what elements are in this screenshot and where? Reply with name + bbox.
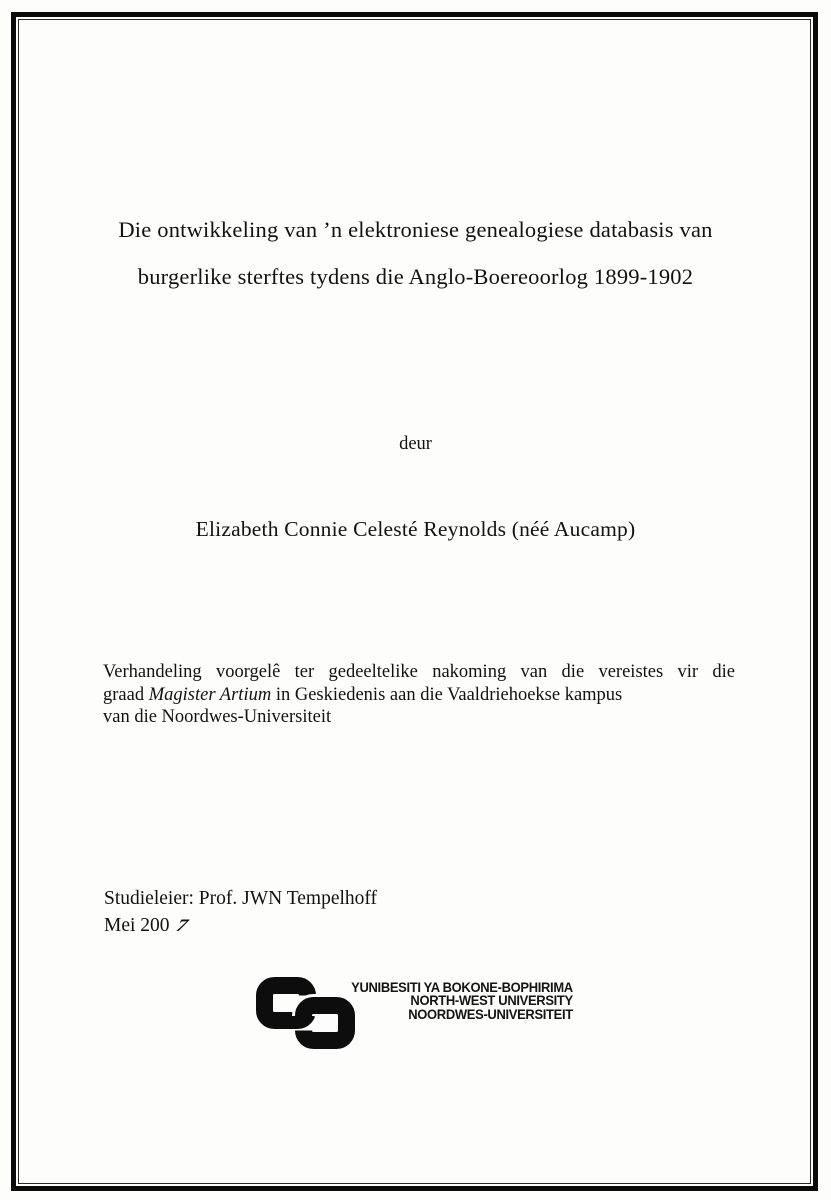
submission-line1: Verhandeling voorgelê ter gedeeltelike nakoming van die vereistes vir die xyxy=(103,662,735,682)
submission-line2 xyxy=(103,684,735,707)
date-line xyxy=(104,912,377,939)
submission-line2-pre: graad xyxy=(103,684,149,705)
supervisor-line: Studieleier: Prof. JWN Tempelhoff xyxy=(104,888,378,909)
logo-text-setswana: YUNIBESITI YA BOKONE-BOPHIRIMA xyxy=(351,980,573,995)
thesis-title-line2: burgerlike sterftes tydens die Anglo-Boereoorlog 1899-1902 xyxy=(137,264,694,289)
thesis-title xyxy=(40,206,791,300)
byline-label: deur xyxy=(399,434,432,454)
date-last-digit: 7 xyxy=(171,916,192,936)
supervisor-block xyxy=(104,885,377,939)
author-name: Elizabeth Connie Celesté Reynolds (néé Aucamp) xyxy=(195,517,636,541)
university-logo-text xyxy=(351,981,573,1021)
logo-text-afrikaans: NOORDWES-UNIVERSITEIT xyxy=(408,1006,573,1022)
logo-text-english: NORTH-WEST UNIVERSITY xyxy=(410,993,573,1009)
thesis-title-line1: Die ontwikkeling van ’n elektroniese genealogiese databasis van xyxy=(118,217,713,242)
date-prefix: Mei 200 xyxy=(104,915,170,936)
submission-statement xyxy=(103,661,735,729)
submission-line3: van die Noordwes-Universiteit xyxy=(103,707,332,728)
nwu-interlocked-rings-icon xyxy=(256,975,357,1053)
degree-name: Magister Artium xyxy=(148,684,272,705)
submission-line2-post: in Geskiedenis aan die Vaaldriehoekse kampus xyxy=(271,684,623,705)
